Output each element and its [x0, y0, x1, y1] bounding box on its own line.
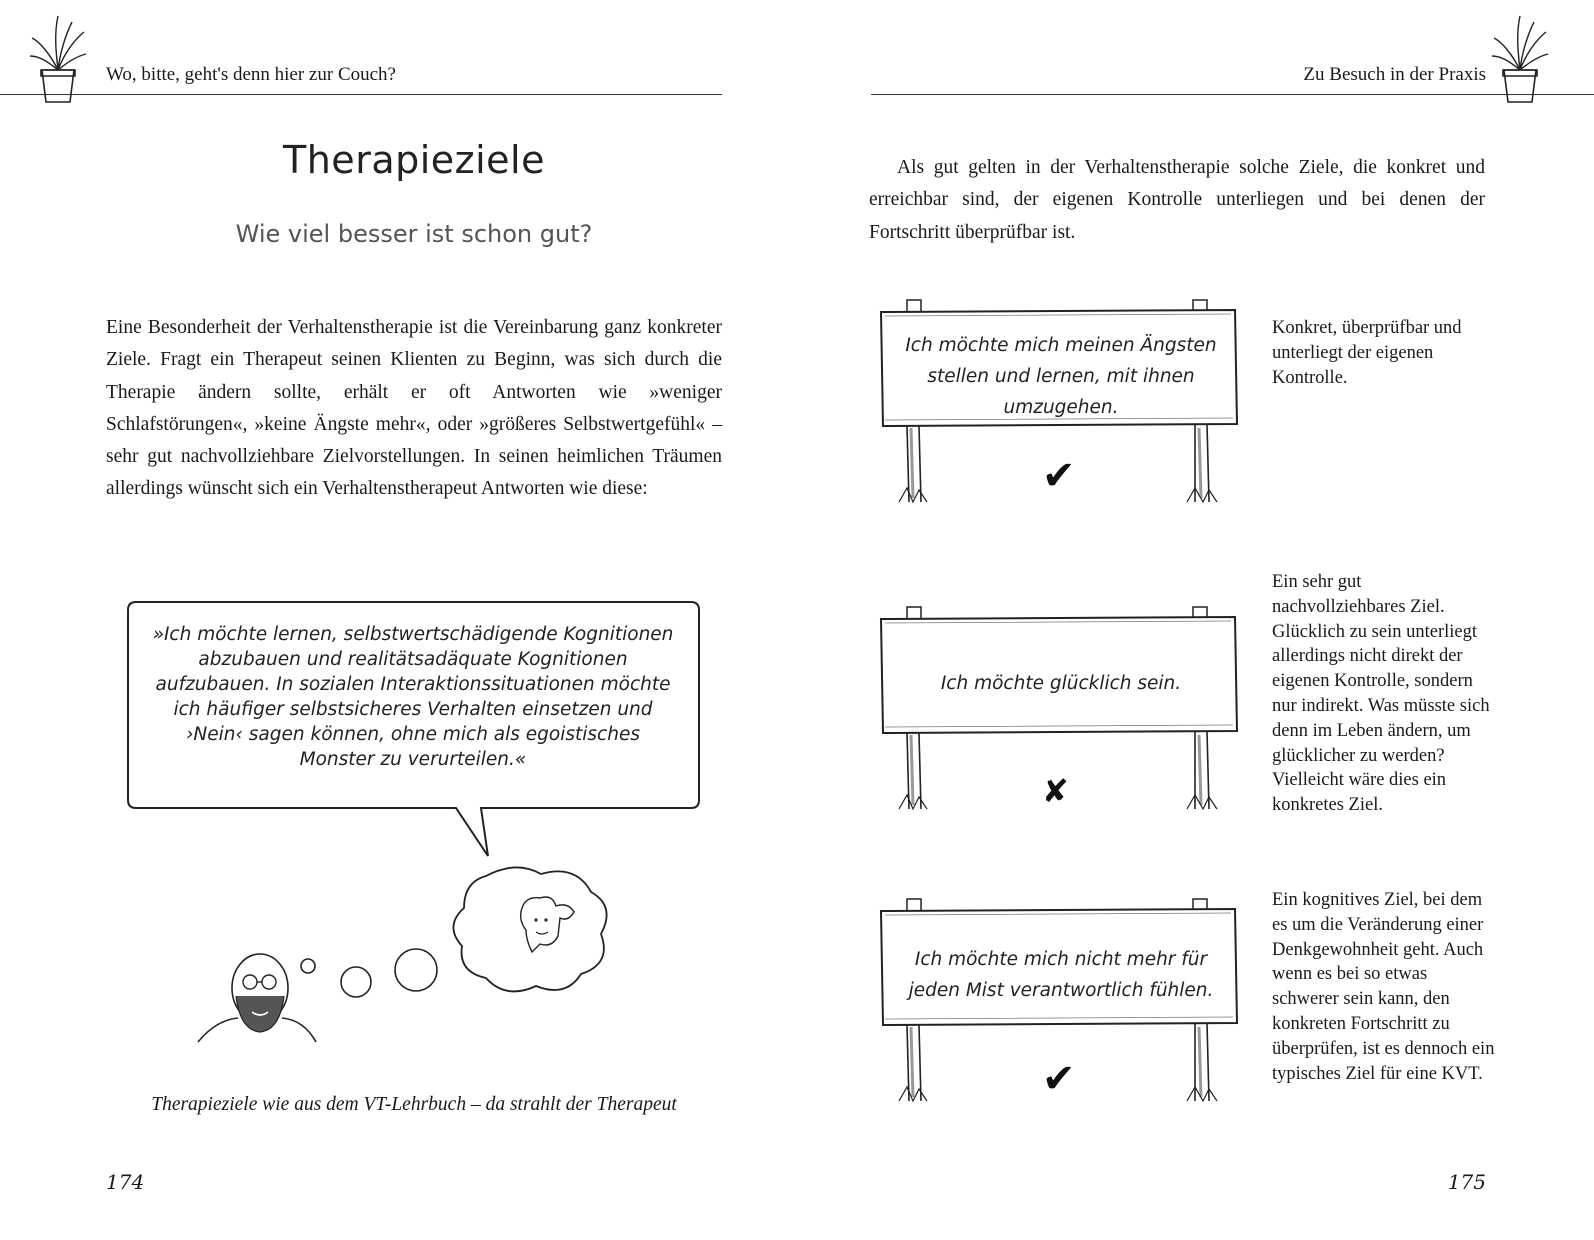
checkmark-icon: ✔: [1042, 1056, 1076, 1102]
page-number: 175: [1447, 1170, 1486, 1194]
speech-bubble: [126, 600, 701, 860]
sign-note: Konkret, überprüfbar und unterliegt der eigenen Kontrolle.: [1272, 318, 1462, 388]
goal-sign: [877, 298, 1247, 513]
cross-icon: ✘: [1042, 772, 1069, 810]
right-page: [797, 0, 1594, 1240]
chapter-subtitle: Wie viel besser ist schon gut?: [235, 220, 593, 248]
page-number: 174: [106, 1170, 145, 1194]
header-rule: [0, 94, 722, 95]
intro-paragraph: Als gut gelten in der Verhaltenstherapie solche Ziele, die konkret und erreichbar sind, der eigenen Kontrolle unterliegen und bei denen der Fortschritt überprüfbar ist.: [869, 157, 1485, 243]
potted-plant-icon: [1490, 12, 1550, 104]
sign-note: Ein kognitives Ziel, bei dem es um die Veränderung einer Denkgewohnheit geht. Auch wenn es bei so etwas schwerer sein kann, den konkreten Fortschritt zu überprüfen, ist es dennoch ein typisches Ziel für eine KVT.: [1272, 890, 1495, 1084]
figure-caption: Therapieziele wie aus dem VT-Lehrbuch – da strahlt der Therapeut: [151, 1094, 677, 1115]
sign-note: Ein sehr gut nachvollziehbares Ziel. Glücklich zu sein unterliegt allerdings nicht direkt der eigenen Kontrolle, sondern nur indirekt. Was müsste sich denn im Leben ändern, um glücklicher zu werden? Vielleicht wäre dies ein konkretes Ziel.: [1272, 572, 1490, 816]
intro-paragraph: Eine Besonderheit der Verhaltenstherapie ist die Vereinbarung ganz konkreter Ziele. Fragt ein Therapeut seinen Klienten zu Beginn, was sich durch die Therapie ändern sollte, erhält er oft Antworten wie »weniger Schlafstörungen«, »keine Ängste mehr«, oder »größeres Selbstwertgefühl« – sehr gut nachvollziehbare Zielvorstellungen. In seinen heimlichen Träumen allerdings wünscht sich ein Verhaltenstherapeut Antworten wie diese:: [106, 317, 722, 500]
goal-sign: [877, 605, 1247, 820]
running-header: Zu Besuch in der Praxis: [1303, 64, 1486, 85]
sign-text: Ich möchte mich nicht mehr für jeden Mist verantwortlich fühlen.: [908, 949, 1214, 1001]
sign-text: Ich möchte mich meinen Ängsten stellen und lernen, mit ihnen umzugehen.: [905, 334, 1217, 418]
sign-text: Ich möchte glücklich sein.: [940, 672, 1182, 694]
therapist-dreaming-illustration: [196, 860, 616, 1050]
goal-sign: [877, 897, 1247, 1112]
checkmark-icon: ✔: [1042, 453, 1076, 499]
chapter-title: Therapieziele: [283, 138, 545, 182]
running-header: Wo, bitte, geht's denn hier zur Couch?: [106, 64, 396, 85]
header-rule: [871, 94, 1594, 95]
speech-bubble-text: »Ich möchte lernen, selbstwertschädigende Kognitionen abzubauen und realitätsadäquate Kognitionen aufzubauen. In sozialen Interaktionssituationen möchte ich häufiger selbstsicheres Verhalten einsetzen und ›Nein‹ sagen können, ohne mich als egoistisches Monster zu verurteilen.«: [152, 624, 674, 770]
potted-plant-icon: [28, 12, 88, 104]
